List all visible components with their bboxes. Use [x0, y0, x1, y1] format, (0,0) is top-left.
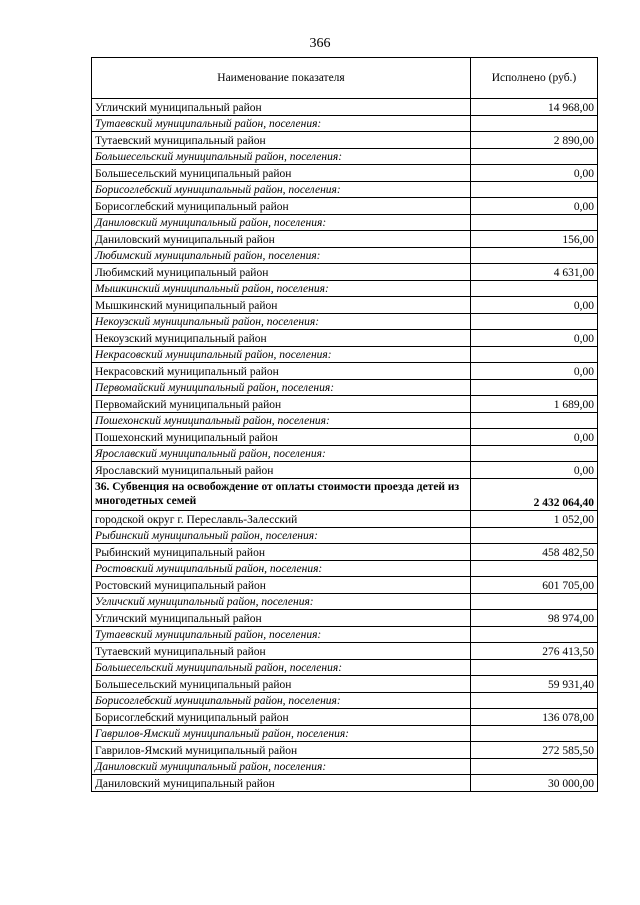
row-value: 1 689,00 — [471, 396, 598, 413]
settlement-subheader-row — [92, 693, 598, 709]
settlement-subheader-row — [92, 627, 598, 643]
row-name: Даниловский муниципальный район — [92, 231, 471, 248]
row-value: 14 968,00 — [471, 99, 598, 116]
row-name: Пошехонский муниципальный район, поселения: — [92, 413, 471, 429]
report-table — [91, 57, 598, 792]
report-table-body — [92, 58, 598, 792]
row-name: Рыбинский муниципальный район, поселения: — [92, 528, 471, 544]
row-value: 0,00 — [471, 330, 598, 347]
row-name: Тутаевский муниципальный район — [92, 643, 471, 660]
row-name: Тутаевский муниципальный район, поселения: — [92, 627, 471, 643]
row-name: Любимский муниципальный район — [92, 264, 471, 281]
settlement-subheader-row — [92, 561, 598, 577]
row-value — [471, 281, 598, 297]
row-name: Некрасовский муниципальный район — [92, 363, 471, 380]
row-value — [471, 627, 598, 643]
district-row — [92, 396, 598, 413]
row-name: Гаврилов-Ямский муниципальный район, поселения: — [92, 726, 471, 742]
settlement-subheader-row — [92, 594, 598, 610]
row-name: Некоузский муниципальный район, поселения: — [92, 314, 471, 330]
row-name: Большесельский муниципальный район — [92, 676, 471, 693]
district-row — [92, 330, 598, 347]
row-name: Ярославский муниципальный район — [92, 462, 471, 479]
row-value: 136 078,00 — [471, 709, 598, 726]
district-row — [92, 462, 598, 479]
row-value: 4 631,00 — [471, 264, 598, 281]
header-name-column: Наименование показателя — [92, 58, 471, 99]
settlement-subheader-row — [92, 215, 598, 231]
district-row — [92, 297, 598, 314]
district-row — [92, 165, 598, 182]
row-name: Даниловский муниципальный район, поселения: — [92, 215, 471, 231]
row-name: 36. Субвенция на освобождение от оплаты стоимости проезда детей из многодетных семей — [92, 479, 471, 511]
row-value — [471, 380, 598, 396]
row-value: 0,00 — [471, 297, 598, 314]
row-name: Мышкинский муниципальный район, поселения: — [92, 281, 471, 297]
row-name: Ростовский муниципальный район, поселения: — [92, 561, 471, 577]
row-name: Борисоглебский муниципальный район, поселения: — [92, 182, 471, 198]
row-name: городской округ г. Переславль-Залесский — [92, 511, 471, 528]
row-name: Ростовский муниципальный район — [92, 577, 471, 594]
row-name: Любимский муниципальный район, поселения: — [92, 248, 471, 264]
row-value — [471, 413, 598, 429]
row-value — [471, 594, 598, 610]
row-value — [471, 528, 598, 544]
row-value: 276 413,50 — [471, 643, 598, 660]
row-name: Рыбинский муниципальный район — [92, 544, 471, 561]
row-value — [471, 347, 598, 363]
row-value — [471, 116, 598, 132]
settlement-subheader-row — [92, 660, 598, 676]
row-name: Большесельский муниципальный район, поселения: — [92, 660, 471, 676]
settlement-subheader-row — [92, 528, 598, 544]
settlement-subheader-row — [92, 380, 598, 396]
settlement-subheader-row — [92, 314, 598, 330]
settlement-subheader-row — [92, 116, 598, 132]
row-name: Большесельский муниципальный район, поселения: — [92, 149, 471, 165]
header-value-column: Исполнено (руб.) — [471, 58, 598, 99]
row-name: Первомайский муниципальный район — [92, 396, 471, 413]
row-value: 98 974,00 — [471, 610, 598, 627]
row-name: Пошехонский муниципальный район — [92, 429, 471, 446]
row-name: Даниловский муниципальный район, поселения: — [92, 759, 471, 775]
row-value: 0,00 — [471, 165, 598, 182]
page-number: 366 — [309, 36, 331, 51]
row-value: 0,00 — [471, 429, 598, 446]
district-row — [92, 511, 598, 528]
settlement-subheader-row — [92, 759, 598, 775]
settlement-subheader-row — [92, 347, 598, 363]
settlement-subheader-row — [92, 248, 598, 264]
district-row — [92, 231, 598, 248]
row-name: Тутаевский муниципальный район, поселения: — [92, 116, 471, 132]
row-value: 601 705,00 — [471, 577, 598, 594]
district-row — [92, 363, 598, 380]
settlement-subheader-row — [92, 726, 598, 742]
district-row — [92, 132, 598, 149]
settlement-subheader-row — [92, 182, 598, 198]
row-name: Даниловский муниципальный район — [92, 775, 471, 792]
district-row — [92, 264, 598, 281]
row-name: Борисоглебский муниципальный район, поселения: — [92, 693, 471, 709]
settlement-subheader-row — [92, 413, 598, 429]
row-name: Борисоглебский муниципальный район — [92, 198, 471, 215]
row-value: 0,00 — [471, 363, 598, 380]
row-value: 30 000,00 — [471, 775, 598, 792]
row-name: Ярославский муниципальный район, поселения: — [92, 446, 471, 462]
row-name: Гаврилов-Ямский муниципальный район — [92, 742, 471, 759]
district-row — [92, 99, 598, 116]
row-value: 156,00 — [471, 231, 598, 248]
row-value — [471, 215, 598, 231]
row-value: 2 890,00 — [471, 132, 598, 149]
district-row — [92, 577, 598, 594]
row-value — [471, 759, 598, 775]
row-value — [471, 248, 598, 264]
district-row — [92, 775, 598, 792]
settlement-subheader-row — [92, 281, 598, 297]
row-value — [471, 726, 598, 742]
row-name: Мышкинский муниципальный район — [92, 297, 471, 314]
row-value: 458 482,50 — [471, 544, 598, 561]
row-value: 1 052,00 — [471, 511, 598, 528]
row-value — [471, 660, 598, 676]
row-value: 59 931,40 — [471, 676, 598, 693]
row-value — [471, 182, 598, 198]
settlement-subheader-row — [92, 149, 598, 165]
row-value — [471, 149, 598, 165]
row-value: 0,00 — [471, 462, 598, 479]
row-name: Большесельский муниципальный район — [92, 165, 471, 182]
row-value: 2 432 064,40 — [471, 479, 598, 511]
row-name: Угличский муниципальный район, поселения: — [92, 594, 471, 610]
row-name: Угличский муниципальный район — [92, 99, 471, 116]
row-value: 0,00 — [471, 198, 598, 215]
row-name: Угличский муниципальный район — [92, 610, 471, 627]
row-name: Некрасовский муниципальный район, поселения: — [92, 347, 471, 363]
district-row — [92, 610, 598, 627]
row-name: Первомайский муниципальный район, поселения: — [92, 380, 471, 396]
district-row — [92, 198, 598, 215]
row-value — [471, 446, 598, 462]
row-value — [471, 314, 598, 330]
district-row — [92, 544, 598, 561]
district-row — [92, 709, 598, 726]
row-value — [471, 693, 598, 709]
district-row — [92, 676, 598, 693]
row-name: Борисоглебский муниципальный район — [92, 709, 471, 726]
section-total-row — [92, 479, 598, 511]
row-value: 272 585,50 — [471, 742, 598, 759]
row-value — [471, 561, 598, 577]
district-row — [92, 429, 598, 446]
district-row — [92, 742, 598, 759]
table-header-row — [92, 58, 598, 99]
row-name: Тутаевский муниципальный район — [92, 132, 471, 149]
settlement-subheader-row — [92, 446, 598, 462]
row-name: Некоузский муниципальный район — [92, 330, 471, 347]
district-row — [92, 643, 598, 660]
